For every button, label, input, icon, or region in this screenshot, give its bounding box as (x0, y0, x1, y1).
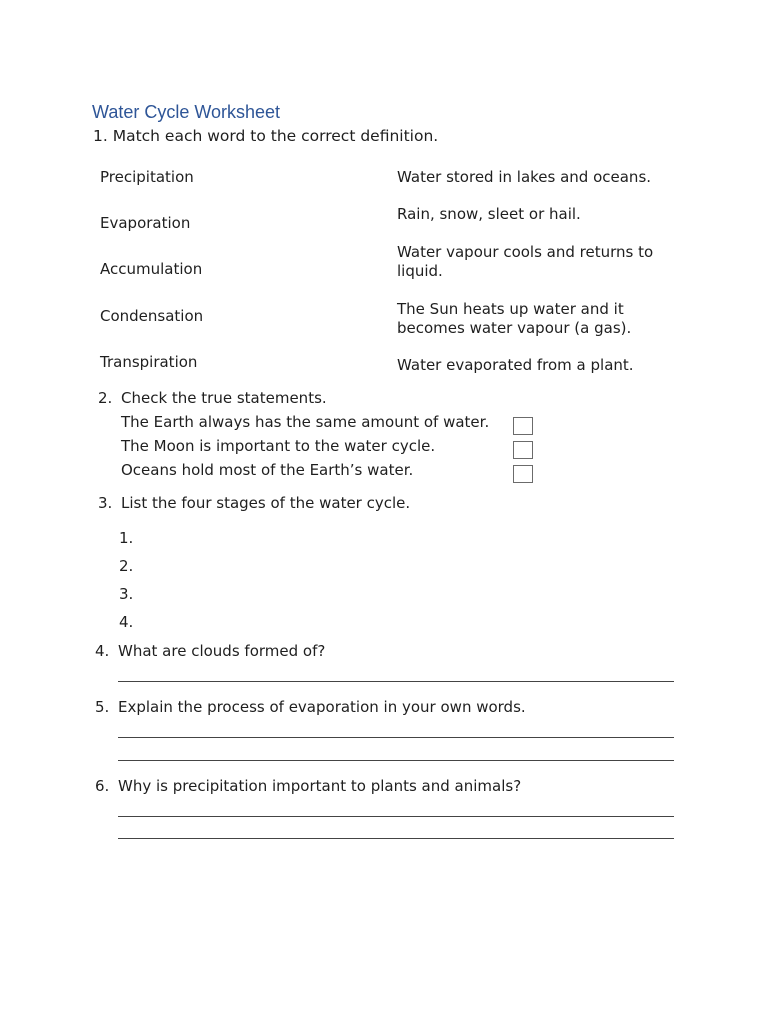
stage-list-item-4: 4. (119, 613, 134, 631)
question-2-number: 2. (98, 389, 113, 407)
question-3-number: 3. (98, 494, 113, 512)
question-5-prompt: Explain the process of evaporation in your own words. (118, 698, 526, 716)
statement-3: Oceans hold most of the Earth’s water. (121, 461, 414, 479)
question-4-prompt: What are clouds formed of? (118, 642, 326, 660)
question-3-prompt: List the four stages of the water cycle. (121, 494, 411, 512)
statement-1: The Earth always has the same amount of water. (121, 413, 490, 431)
question-1-prompt: 1. Match each word to the correct definition. (93, 127, 439, 145)
answer-line-q5-2[interactable] (118, 760, 674, 761)
stage-list-item-3: 3. (119, 585, 134, 603)
question-6-number: 6. (95, 777, 110, 795)
stage-list-item-2: 2. (119, 557, 134, 575)
definition-1: Water stored in lakes and oceans. (397, 168, 652, 186)
checkbox-statement-1[interactable] (513, 417, 533, 435)
question-6-prompt: Why is precipitation important to plants and animals? (118, 777, 522, 795)
question-5-number: 5. (95, 698, 110, 716)
question-4-number: 4. (95, 642, 110, 660)
checkbox-statement-2[interactable] (513, 441, 533, 459)
answer-line-q6-2[interactable] (118, 838, 674, 839)
term-evaporation: Evaporation (100, 214, 191, 232)
definition-4: The Sun heats up water and it becomes water vapour (a gas). (397, 300, 632, 337)
term-condensation: Condensation (100, 307, 204, 325)
term-accumulation: Accumulation (100, 260, 203, 278)
definition-5: Water evaporated from a plant. (397, 356, 634, 374)
question-2-prompt: Check the true statements. (121, 389, 327, 407)
term-transpiration: Transpiration (100, 353, 198, 371)
answer-line-q6-1[interactable] (118, 816, 674, 817)
answer-line-q5-1[interactable] (118, 737, 674, 738)
answer-line-q4-1[interactable] (118, 681, 674, 682)
checkbox-statement-3[interactable] (513, 465, 533, 483)
stage-list-item-1: 1. (119, 529, 134, 547)
statement-2: The Moon is important to the water cycle. (121, 437, 436, 455)
worksheet-title: Water Cycle Worksheet (92, 102, 281, 122)
definition-3: Water vapour cools and returns to liquid. (397, 243, 654, 280)
term-precipitation: Precipitation (100, 168, 194, 186)
definition-2: Rain, snow, sleet or hail. (397, 205, 581, 223)
